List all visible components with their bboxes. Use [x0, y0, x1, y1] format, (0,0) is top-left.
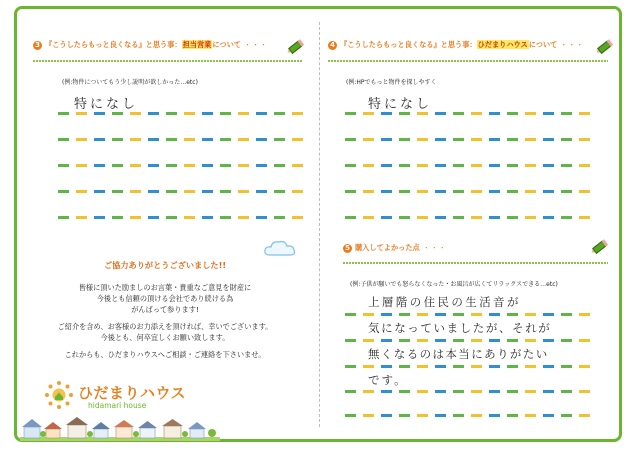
heading-suffix: について	[212, 40, 241, 49]
handwritten-answer-line: 気になっていましたが、それが	[368, 321, 552, 335]
answer-line	[345, 390, 590, 393]
header-rule	[33, 60, 303, 62]
section-3-header	[33, 40, 268, 50]
heading-text: 『こうしたらもっと良くなる』と思う事：	[340, 40, 477, 49]
sun-logo-icon	[44, 380, 74, 410]
thanks-line: これからも、ひだまりハウスへご相談・ご連絡を下さいませ。	[64, 350, 266, 359]
page-frame	[14, 6, 622, 442]
answer-line	[345, 216, 590, 219]
center-divider	[319, 22, 320, 427]
header-rule	[343, 262, 608, 264]
answer-line	[345, 138, 590, 141]
answer-line	[58, 112, 303, 115]
handwritten-answer: 特になし	[74, 97, 139, 112]
section-number-badge: 5	[343, 244, 352, 253]
heading-text: 『こうしたらもっと良くなる』と思う事：	[45, 40, 182, 49]
heading-suffix: について	[528, 40, 558, 49]
heading-highlight: 担当営業	[182, 40, 212, 49]
answer-line	[345, 339, 590, 342]
handwritten-answer-line: です。	[368, 373, 408, 387]
house-icon	[20, 415, 220, 441]
answer-line	[345, 414, 590, 417]
answer-line	[345, 190, 590, 193]
thanks-line: 皆様に頂いた励ましのお言葉・貴重なご意見を財産に	[78, 283, 252, 292]
handwritten-answer-line: 上層階の住民の生活音が	[368, 295, 521, 309]
handwritten-answer-line: 無くなるのは本当にありがたい	[368, 347, 549, 361]
logo-subtitle: hidamari house	[88, 401, 147, 410]
handwritten-answer: 特になし	[368, 97, 433, 112]
answer-line	[345, 313, 590, 316]
heading-dots: ・・・	[243, 41, 268, 49]
section-4-header	[328, 40, 584, 50]
answer-line	[58, 138, 303, 141]
header-rule	[328, 60, 608, 62]
answer-line	[345, 164, 590, 167]
example-note: (例:物件についてもう少し説明が欲しかった…etc)	[62, 79, 198, 86]
answer-line	[58, 190, 303, 193]
logo-name: ひだまりハウス	[78, 384, 187, 402]
answer-line	[58, 164, 303, 167]
example-note: (例:子供が騒いでも怒らなくなった・お風呂が広くてリラックスできる…etc)	[350, 281, 558, 288]
section-heading	[45, 40, 241, 50]
section-heading: 購入してよかった点	[355, 243, 420, 252]
example-note: (例:HPでもっと物件を探しやすく	[346, 79, 437, 86]
answer-line	[345, 112, 590, 115]
section-number-badge: 3	[33, 41, 42, 50]
heading-dots: ・・・	[422, 244, 447, 252]
section-heading	[340, 40, 557, 50]
heading-dots: ・・・	[560, 41, 585, 49]
thanks-line: 今後とも、何卒宜しくお願い致します。	[100, 333, 230, 342]
section-number-badge: 4	[328, 41, 337, 50]
answer-line	[58, 216, 303, 219]
thanks-title: ご協力ありがとうございました!!	[103, 260, 227, 270]
thanks-line: 今後とも信頼の頂ける会社であり続ける為	[96, 294, 234, 303]
thanks-line: ご紹介を含め、お客様のお力添えを頂ければ、幸いでございます。	[57, 322, 273, 331]
thanks-line: がんばって参ります!	[131, 305, 199, 314]
cloud-icon	[262, 238, 298, 258]
answer-line	[345, 365, 590, 368]
section-5-header	[343, 243, 447, 253]
heading-highlight: ひだまりハウス	[477, 40, 528, 49]
